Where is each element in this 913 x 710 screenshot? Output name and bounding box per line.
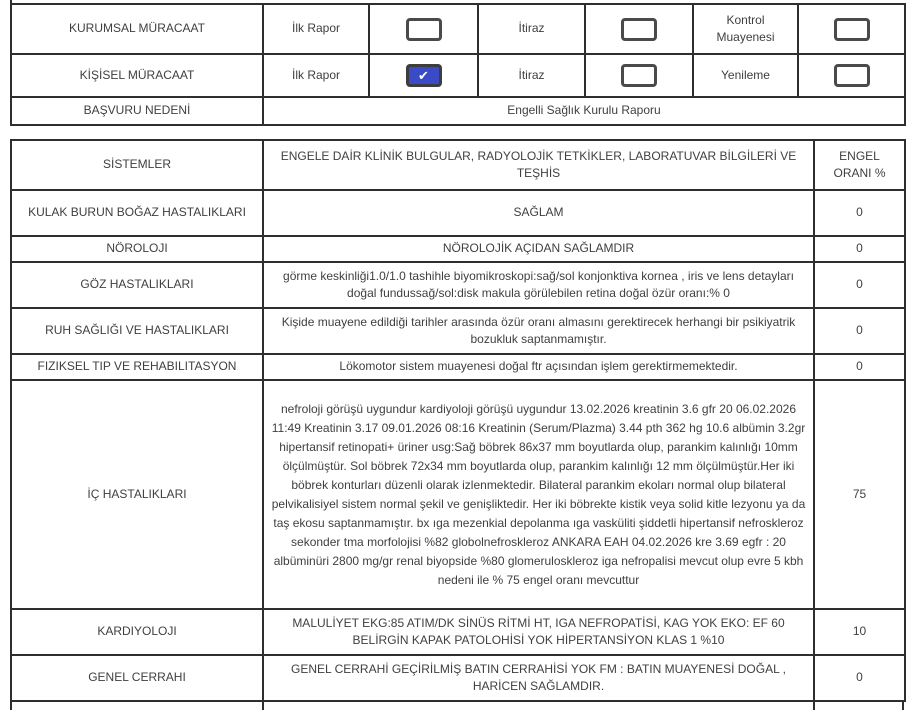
systems-header: SİSTEMLER bbox=[11, 140, 263, 190]
table-row bbox=[11, 655, 905, 701]
system-name: KULAK BURUN BOĞAZ HASTALIKLARI bbox=[11, 190, 263, 236]
ratio-header: ENGEL ORANI % bbox=[814, 140, 905, 190]
ratio-value: 75 bbox=[814, 380, 905, 609]
ratio-value: 0 bbox=[814, 354, 905, 380]
findings-header: ENGELE DAİR KLİNİK BULGULAR, RADYOLOJİK TETKİKLER, LABORATUVAR BİLGİLERİ VE TEŞHİS bbox=[263, 140, 814, 190]
table-header-row bbox=[11, 140, 905, 190]
kurumsal-itiraz-checkbox[interactable] bbox=[621, 18, 657, 41]
checkbox-cell bbox=[369, 4, 478, 54]
checkbox-cell bbox=[369, 54, 478, 97]
kurumsal-kontrol-muayenesi-checkbox[interactable] bbox=[834, 18, 870, 41]
findings-text: NÖROLOJİK AÇIDAN SAĞLAMDIR bbox=[263, 236, 814, 262]
system-name: NÖROLOJI bbox=[11, 236, 263, 262]
kurumsal-ilk-rapor-checkbox[interactable] bbox=[406, 18, 442, 41]
table-row bbox=[11, 54, 905, 97]
column-divider bbox=[813, 702, 815, 710]
option-label: İlk Rapor bbox=[263, 4, 369, 54]
reason-label: BAŞVURU NEDENİ bbox=[11, 97, 263, 125]
checkbox-cell bbox=[585, 54, 693, 97]
system-name: RUH SAĞLIĞI VE HASTALIKLARI bbox=[11, 308, 263, 354]
system-name: FIZIKSEL TIP VE REHABILITASYON bbox=[11, 354, 263, 380]
table-row bbox=[11, 262, 905, 308]
ratio-value: 0 bbox=[814, 655, 905, 701]
ratio-value: 0 bbox=[814, 190, 905, 236]
reason-value: Engelli Sağlık Kurulu Raporu bbox=[263, 97, 905, 125]
table-row bbox=[11, 236, 905, 262]
report-document bbox=[10, 0, 904, 710]
table-row bbox=[11, 4, 905, 54]
findings-text: nefroloji görüşü uygundur kardiyoloji görüşü uygundur 13.02.2026 kreatinin 3.6 gfr 20 06.02.2026 11:49 Kreatinin 3.17 09.01.2026 08:16 Kreatinin (Serum/Plazma) 3.44 pth 362 hg 10.6 albümin 3.2gr hipertansif retinopati+ üriner usg:Sağ böbrek 86x37 mm boyutlarda olup, parankim kalınlığı 10mm ölçülmüştür. Sol böbrek 72x34 mm boyutlarda olup, parankim kalınlığı 12 mm ölçülmüştür.Her iki böbrek konturları düzenli olarak izlenmektedir. Bilateral parankim ekoları normal olup bilateral pelvikalisiyel sistem normal şekil ve genişliktedir. Her iki böbrekte kistik veya solid kitle lezyonu ya da taş ekosu saptanmamıştır. bx ıga mezenkial depolanma ıga vasküliti şiddetli hipertansif nefroskleroz sekonder tma morfolojisi %82 globolnefroskleroz ANKARA EAH 04.02.2026 kre 3.69 egfr : 20 albüminüri 2800 mg/gr renal biyopside %80 glomeruloskleroz iga nefropalisi mevcut olup evre 5 kbh nedeni ile % 75 engel oranı mevcuttur bbox=[263, 380, 814, 609]
table-row bbox=[11, 609, 905, 655]
column-divider bbox=[262, 702, 264, 710]
system-name: İÇ HASTALIKLARI bbox=[11, 380, 263, 609]
table-row bbox=[11, 190, 905, 236]
option-label: Yenileme bbox=[693, 54, 798, 97]
option-label: İlk Rapor bbox=[263, 54, 369, 97]
row-label: KİŞİSEL MÜRACAAT bbox=[11, 54, 263, 97]
system-name: GENEL CERRAHI bbox=[11, 655, 263, 701]
checkbox-cell bbox=[798, 54, 905, 97]
findings-text: Kişide muayene edildiği tarihler arasında özür oranı almasını gerektirecek herhangi bir psikiyatrik bozukluk saptanmamıştır. bbox=[263, 308, 814, 354]
option-label: İtiraz bbox=[478, 4, 585, 54]
table-row bbox=[11, 380, 905, 609]
findings-text: Lökomotor sistem muayenesi doğal ftr açısından işlem gerektirmemektedir. bbox=[263, 354, 814, 380]
system-name: KARDIYOLOJI bbox=[11, 609, 263, 655]
ratio-value: 10 bbox=[814, 609, 905, 655]
kisisel-itiraz-checkbox[interactable] bbox=[621, 64, 657, 87]
ratio-value: 0 bbox=[814, 262, 905, 308]
kisisel-ilk-rapor-checkbox[interactable] bbox=[406, 64, 442, 87]
row-label: KURUMSAL MÜRACAAT bbox=[11, 4, 263, 54]
kisisel-yenileme-checkbox[interactable] bbox=[834, 64, 870, 87]
checkbox-cell bbox=[798, 4, 905, 54]
findings-text: MALULİYET EKG:85 ATIM/DK SİNÜS RİTMİ HT, IGA NEFROPATİSİ, KAG YOK EKO: EF 60 BELİRGİN KAPAK PATOLOHİSİ YOK HİPERTANSİYON KLAS 1 %10 bbox=[263, 609, 814, 655]
findings-text: SAĞLAM bbox=[263, 190, 814, 236]
system-name: GÖZ HASTALIKLARI bbox=[11, 262, 263, 308]
cutoff-next-row bbox=[10, 702, 904, 710]
option-label: Kontrol Muayenesi bbox=[693, 4, 798, 54]
checkbox-cell bbox=[585, 4, 693, 54]
application-table bbox=[10, 3, 906, 126]
findings-text: görme keskinliği1.0/1.0 tashihle biyomikroskopi:sağ/sol konjonktiva kornea , iris ve lens detayları doğal fundussağ/sol:disk makula görülebilen retina doğal özür oranı:% 0 bbox=[263, 262, 814, 308]
option-label: İtiraz bbox=[478, 54, 585, 97]
ratio-value: 0 bbox=[814, 308, 905, 354]
table-row bbox=[11, 354, 905, 380]
table-row bbox=[11, 97, 905, 125]
systems-table bbox=[10, 139, 906, 702]
check-icon: ✔ bbox=[418, 68, 429, 83]
table-row bbox=[11, 308, 905, 354]
findings-text: GENEL CERRAHİ GEÇİRİLMİŞ BATIN CERRAHİSİ YOK FM : BATIN MUAYENESİ DOĞAL , HARİCEN SAĞLAMDIR. bbox=[263, 655, 814, 701]
ratio-value: 0 bbox=[814, 236, 905, 262]
